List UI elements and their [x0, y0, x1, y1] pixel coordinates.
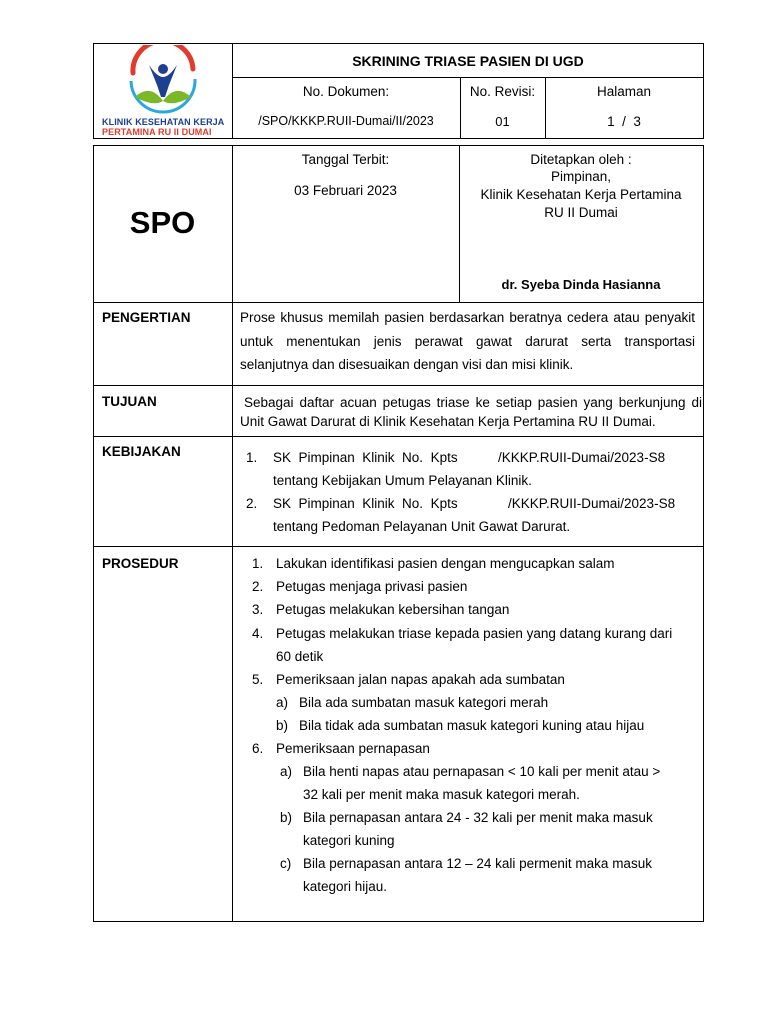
prosedur-subitem-text-2: kategori kuning — [303, 833, 395, 848]
revision-value: 01 — [495, 114, 510, 129]
spo-label: SPO — [129, 205, 196, 240]
prosedur-subitem-text: Bila tidak ada sumbatan masuk kategori kuning atau hijau — [299, 718, 645, 733]
tujuan-text: Sebagai daftar acuan petugas triase ke setiap pasien yang berkunjung di Unit Gawat Darurat di Klinik Kesehatan Kerja Pertamina RU II Dumai. — [240, 395, 702, 429]
prosedur-item-number: 4. — [252, 626, 264, 641]
prosedur-item-text: Petugas melakukan triase kepada pasien yang datang kurang dari — [276, 626, 673, 641]
clinic-logo — [95, 45, 231, 137]
tujuan-label: TUJUAN — [102, 394, 157, 409]
prosedur-item-text: Lakukan identifikasi pasien dengan mengucapkan salam — [276, 556, 615, 571]
prosedur-subitem-letter: b) — [276, 718, 289, 733]
prosedur-item-number: 3. — [252, 602, 264, 617]
doc-no-label: No. Dokumen: — [302, 84, 390, 99]
kebijakan-item-text-2: tentang Kebijakan Umum Pelayanan Klinik. — [273, 473, 532, 488]
prosedur-item-number: 1. — [252, 556, 264, 571]
issue-date-value: 03 Februari 2023 — [294, 183, 397, 198]
prosedur-subitem-text-2: 32 kali per menit maka masuk kategori merah. — [303, 787, 580, 802]
prosedur-subitem-text-2: kategori hijau. — [303, 879, 388, 894]
prosedur-item-number: 5. — [252, 672, 264, 687]
prosedur-subitem-text: Bila henti napas atau pernapasan < 10 kali per menit atau > — [303, 764, 661, 779]
approved-by-label: Ditetapkan oleh : — [530, 152, 632, 167]
prosedur-item-text: Pemeriksaan jalan napas apakah ada sumbatan — [276, 672, 565, 687]
kebijakan-item-text: SK Pimpinan Klinik No. Kpts — [273, 496, 458, 511]
kebijakan-item-number: 1. — [246, 450, 258, 465]
clinic-logo-icon — [95, 45, 231, 115]
document-title: SKRINING TRIASE PASIEN DI UGD — [352, 53, 584, 69]
prosedur-subitem-letter: a) — [280, 764, 293, 779]
prosedur-item-text: Petugas menjaga privasi pasien — [276, 579, 468, 594]
pengertian-label: PENGERTIAN — [102, 310, 191, 325]
prosedur-subitem-text: Bila ada sumbatan masuk kategori merah — [299, 695, 549, 710]
signer-name: dr. Syeba Dinda Hasianna — [501, 277, 661, 292]
approved-by-position: Pimpinan, — [550, 169, 612, 184]
approved-by-org-2: RU II Dumai — [544, 205, 618, 220]
prosedur-item-text: Petugas melakukan kebersihan tangan — [276, 602, 510, 617]
kebijakan-item-text-2: tentang Pedoman Pelayanan Unit Gawat Darurat. — [273, 519, 571, 534]
issue-date-label: Tanggal Terbit: — [301, 152, 390, 167]
prosedur-item-number: 6. — [252, 741, 264, 756]
page-value: 1 / 3 — [607, 114, 641, 129]
kebijakan-item-ref: /KKKP.RUII-Dumai/2023-S8 — [508, 496, 676, 511]
revision-label: No. Revisi: — [469, 84, 536, 99]
page-label: Halaman — [596, 84, 652, 99]
prosedur-label: PROSEDUR — [102, 556, 179, 571]
pengertian-text: Prose khusus memilah pasien berdasarkan beratnya cedera atau penyakit untuk menentukan jenis perawat gawat darurat serta transportasi selanjutnya dan disesuaikan dengan visi dan misi klinik. — [240, 310, 695, 372]
logo-line1: KLINIK KESEHATAN KERJA — [102, 117, 225, 127]
prosedur-subitem-letter: a) — [276, 695, 289, 710]
prosedur-item-text: Pemeriksaan pernapasan — [276, 741, 430, 756]
logo-line2: PERTAMINA RU II DUMAI — [102, 127, 212, 137]
prosedur-item-text-2: 60 detik — [276, 649, 324, 664]
kebijakan-item-number: 2. — [246, 496, 258, 511]
prosedur-subitem-letter: c) — [280, 856, 292, 871]
kebijakan-item-ref: /KKKP.RUII-Dumai/2023-S8 — [498, 450, 666, 465]
kebijakan-item-text: SK Pimpinan Klinik No. Kpts — [273, 450, 458, 465]
kebijakan-label: KEBIJAKAN — [102, 444, 181, 459]
prosedur-subitem-letter: b) — [280, 810, 293, 825]
doc-no-value: /SPO/KKKP.RUII-Dumai/II/2023 — [258, 114, 434, 128]
prosedur-item-number: 2. — [252, 579, 264, 594]
prosedur-subitem-text: Bila pernapasan antara 12 – 24 kali permenit maka masuk — [303, 856, 652, 871]
approved-by-org: Klinik Kesehatan Kerja Pertamina — [480, 187, 682, 202]
prosedur-subitem-text: Bila pernapasan antara 24 - 32 kali per menit maka masuk — [303, 810, 653, 825]
